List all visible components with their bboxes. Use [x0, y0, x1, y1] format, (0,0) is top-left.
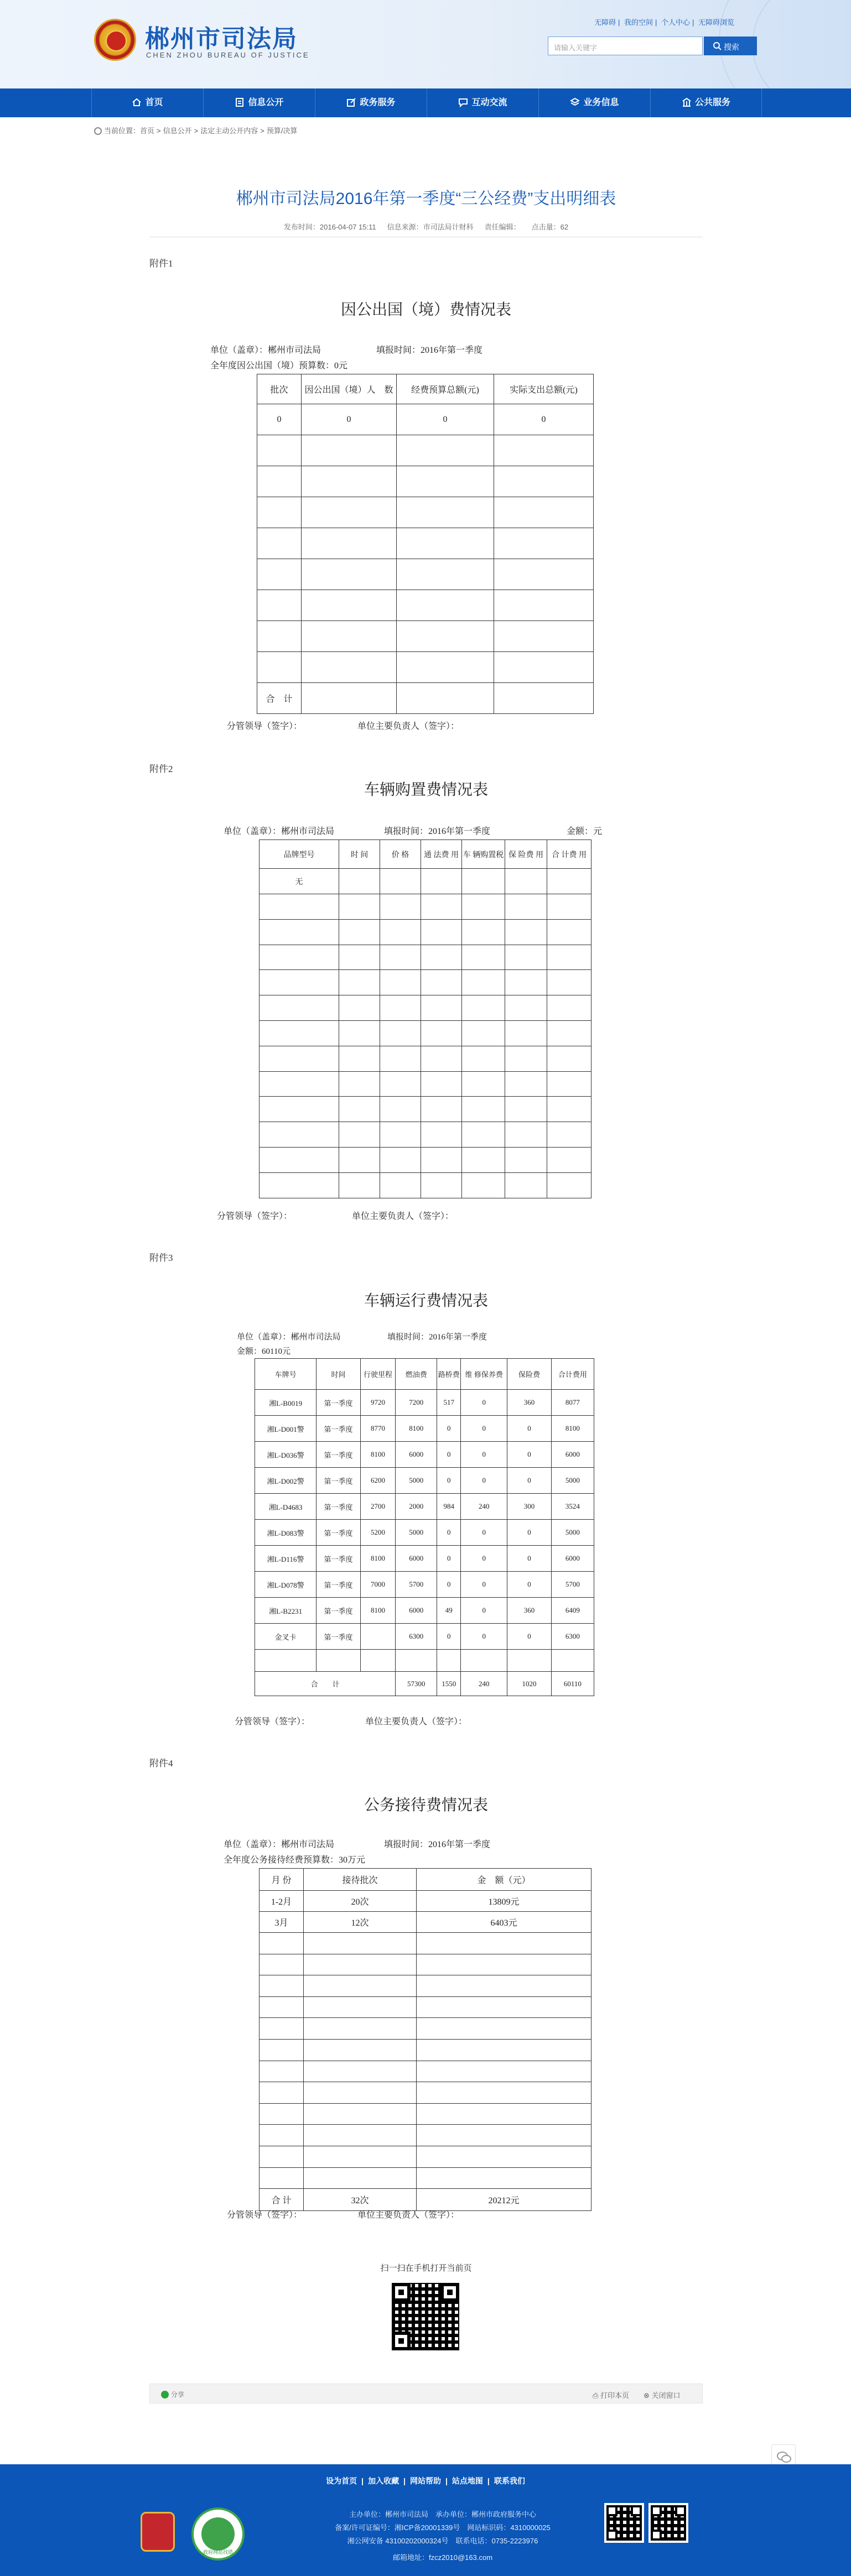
table-row	[260, 2125, 591, 2146]
total-cell: 60110	[551, 1672, 594, 1696]
header-cell: 保 险费 用	[505, 840, 547, 869]
header-cell: 车 辆购置税	[462, 840, 505, 869]
total-cell: 240	[461, 1672, 507, 1696]
header-cell: 批次	[257, 374, 302, 404]
footer-qr-code	[604, 2503, 644, 2543]
table-cell: 金叉卡	[255, 1624, 316, 1650]
att3-amount: 金额：60110元	[237, 1347, 290, 1356]
footer-link[interactable]: 联系我们	[494, 2476, 525, 2485]
att1-table	[257, 374, 594, 714]
table-cell: 0	[397, 404, 494, 435]
table-row	[257, 559, 594, 590]
header-cell: 实际支出总额(元)	[494, 374, 594, 404]
header-cell: 价 格	[380, 840, 421, 869]
att4-budget: 全年度公务接待经费预算数：30万元	[224, 1855, 366, 1865]
nav-label: 首页	[145, 98, 163, 107]
table-cell: 13809元	[417, 1891, 591, 1912]
table-cell: 8100	[551, 1416, 594, 1442]
article-title: 郴州市司法局2016年第一季度“三公经费”支出明细表	[236, 190, 616, 208]
table-cell: 6000	[396, 1546, 437, 1572]
table-row	[260, 919, 591, 945]
total-cell: 1020	[507, 1672, 551, 1696]
table-cell: 6409	[551, 1598, 594, 1624]
table-cell: 第一季度	[316, 1390, 360, 1416]
accessibility-link[interactable]: 无障碍	[594, 18, 616, 27]
table-cell: 5000	[551, 1520, 594, 1546]
table-cell: 0	[494, 404, 594, 435]
print-button[interactable]	[593, 2390, 629, 2400]
table-row	[255, 1494, 594, 1520]
table-cell: 3524	[551, 1494, 594, 1520]
table-cell: 湘L-B2231	[255, 1598, 316, 1624]
breadcrumb: 当前位置：首页 > 信息公开 > 法定主动公开内容 > 预算/决算	[94, 125, 297, 135]
table-cell: 第一季度	[316, 1598, 360, 1624]
gov-site-error-badge[interactable]	[191, 2507, 245, 2561]
table-row	[260, 1020, 591, 1046]
table-row	[260, 1046, 591, 1071]
footer-links: 设为首页 | 加入收藏 | 网站帮助 | 站点地图 | 联系我们	[326, 2476, 525, 2485]
site-title[interactable]: 郴州市司法局	[145, 25, 298, 53]
table-row	[260, 2167, 591, 2189]
table-cell: 12次	[304, 1912, 417, 1933]
table-row	[255, 1624, 594, 1650]
national-emblem-icon	[94, 19, 136, 61]
total-cell: 32次	[304, 2189, 417, 2211]
table-row	[255, 1416, 594, 1442]
header-cell: 合 计费 用	[547, 840, 591, 869]
table-row	[257, 435, 594, 466]
table-row	[260, 1122, 591, 1148]
table-cell: 0	[437, 1546, 461, 1572]
table-cell: 0	[461, 1598, 507, 1624]
table-cell: 6000	[551, 1442, 594, 1468]
table-cell: 湘L-D4683	[255, 1494, 316, 1520]
header-cell: 时间	[316, 1359, 360, 1390]
footer-email: 邮箱地址：fzcz2010@163.com	[392, 2553, 493, 2562]
table-cell: 湘L-D083警	[255, 1520, 316, 1546]
table-row	[260, 1912, 591, 1933]
table-cell: 0	[507, 1442, 551, 1468]
att1-budget: 全年度因公出国（境）预算数：0元	[210, 361, 348, 371]
table-row	[257, 652, 594, 683]
header-cell: 维 修保养费	[461, 1359, 507, 1390]
table-cell: 300	[507, 1494, 551, 1520]
table-cell: 2700	[360, 1494, 396, 1520]
nav-label: 信息公开	[248, 98, 284, 107]
header-cell: 路桥费	[437, 1359, 461, 1390]
table-cell: 2000	[396, 1494, 437, 1520]
footer-link[interactable]: 加入收藏	[368, 2476, 399, 2485]
header-cell: 通 法费 用	[421, 840, 462, 869]
chat-icon	[458, 97, 468, 107]
barrier-free-link[interactable]: 无障碍浏览	[698, 18, 735, 27]
att2-period: 填报时间：2016年第一季度	[384, 827, 491, 836]
table-row	[257, 621, 594, 652]
header-cell: 合计费用	[551, 1359, 594, 1390]
nav-info-public[interactable]	[203, 88, 315, 117]
table-cell: 984	[437, 1494, 461, 1520]
attachment-3-label: 附件3	[149, 1253, 173, 1263]
attachment-2-label: 附件2	[149, 764, 173, 774]
top-links: 无障碍 | 我的空间 | 个人中心 | 无障碍浏览	[594, 18, 735, 27]
table-cell: 517	[437, 1390, 461, 1416]
table-row	[255, 1598, 594, 1624]
breadcrumb-category[interactable]: 法定主动公开内容	[200, 127, 258, 135]
layers-icon	[570, 97, 580, 107]
table-cell: 0	[461, 1572, 507, 1598]
table-cell: 6000	[551, 1546, 594, 1572]
footer-link[interactable]: 网站帮助	[410, 2476, 441, 2485]
table-cell: 无	[260, 869, 339, 894]
table-cell: 第一季度	[316, 1494, 360, 1520]
att4-table	[259, 1868, 591, 2211]
header-cell: 保险费	[507, 1359, 551, 1390]
search-icon	[713, 41, 722, 50]
table-row	[260, 2018, 591, 2040]
total-label: 合 计	[257, 683, 302, 714]
table-cell: 5700	[396, 1572, 437, 1598]
table-cell: 5200	[360, 1520, 396, 1546]
table-cell: 第一季度	[316, 1442, 360, 1468]
table-row	[260, 1891, 591, 1912]
nav-business-info[interactable]	[538, 88, 650, 117]
table-row	[260, 970, 591, 995]
table-cell: 第一季度	[316, 1624, 360, 1650]
nav-interaction[interactable]	[427, 88, 538, 117]
table-row	[260, 2039, 591, 2061]
att4-sign-head: 单位主要负责人（签字）：	[357, 2210, 460, 2220]
info-source: 信息来源：市司法局计财科	[387, 223, 474, 231]
table-cell: 360	[507, 1598, 551, 1624]
table-cell: 8100	[396, 1416, 437, 1442]
table-cell: 湘L-D001警	[255, 1416, 316, 1442]
table-cell: 8100	[360, 1442, 396, 1468]
article-meta	[149, 221, 703, 232]
att3-sign-leader: 分管领导（签字）：	[235, 1717, 310, 1727]
table-cell: 0	[437, 1442, 461, 1468]
table-row	[257, 528, 594, 559]
table-cell: 9720	[360, 1390, 396, 1416]
close-icon: ⊗	[644, 2391, 652, 2400]
print-icon: ⎙	[593, 2391, 601, 2400]
table-cell: 0	[507, 1572, 551, 1598]
table-row	[260, 1996, 591, 2018]
header-cell: 时 间	[339, 840, 380, 869]
breadcrumb-prefix: 当前位置：	[104, 127, 141, 135]
header-cell: 燃油费	[396, 1359, 437, 1390]
table-cell: 0	[461, 1442, 507, 1468]
table-row	[260, 1071, 591, 1097]
table-row	[257, 590, 594, 621]
attachment-1-label: 附件1	[149, 258, 173, 269]
total-cell: 57300	[396, 1672, 437, 1696]
table-row	[260, 2146, 591, 2167]
attachment-4-label: 附件4	[149, 1758, 173, 1769]
att3-table	[255, 1358, 594, 1696]
table-cell: 第一季度	[316, 1468, 360, 1494]
edit-icon	[346, 97, 356, 107]
table-cell: 湘L-D002警	[255, 1468, 316, 1494]
table-cell: 湘L-D036警	[255, 1442, 316, 1468]
table-row	[255, 1546, 594, 1572]
nav-home[interactable]	[91, 88, 203, 117]
table-cell: 第一季度	[316, 1416, 360, 1442]
table-cell: 湘L-D078警	[255, 1572, 316, 1598]
table-cell: 0	[507, 1546, 551, 1572]
table-row	[255, 1520, 594, 1546]
att2-amount: 金额：元	[567, 827, 603, 836]
header-cell: 月 份	[260, 1869, 304, 1891]
breadcrumb-info-public[interactable]: 信息公开	[163, 127, 192, 135]
table-row	[255, 1442, 594, 1468]
table-cell: 0	[507, 1624, 551, 1650]
table-cell: 7200	[396, 1390, 437, 1416]
table-row	[260, 1975, 591, 1997]
table-cell: 0	[461, 1624, 507, 1650]
table-cell: 7000	[360, 1572, 396, 1598]
table-cell: 6200	[360, 1468, 396, 1494]
article-tools	[149, 2384, 703, 2403]
qr-caption: 扫一扫在手机打开当前页	[380, 2264, 472, 2273]
table-cell: 3月	[260, 1912, 304, 1933]
table-row	[255, 1390, 594, 1416]
table-cell: 0	[437, 1468, 461, 1494]
attachment-1-title: 因公出国（境）费情况表	[340, 301, 511, 319]
footer-sponsor: 主办单位：郴州市司法局 承办单位：郴州市政府服务中心	[349, 2510, 536, 2518]
header-cell: 金 额（元）	[417, 1869, 591, 1891]
header-cell: 经费预算总额(元)	[397, 374, 494, 404]
nav-label: 公共服务	[694, 98, 730, 107]
table-row	[260, 2061, 591, 2082]
table-cell: 湘L-B0019	[255, 1390, 316, 1416]
table-cell: 0	[437, 1416, 461, 1442]
att2-table	[259, 839, 591, 1198]
total-cell: 20212元	[417, 2189, 591, 2211]
table-row	[260, 995, 591, 1021]
table-cell: 0	[461, 1390, 507, 1416]
table-cell: 360	[507, 1390, 551, 1416]
total-row	[255, 1672, 594, 1696]
table-row	[255, 1468, 594, 1494]
share-button[interactable]	[161, 2390, 184, 2399]
nav-gov-service[interactable]	[315, 88, 427, 117]
table-cell: 6300	[396, 1624, 437, 1650]
footer-link[interactable]: 设为首页	[326, 2476, 357, 2485]
table-cell: 5000	[396, 1468, 437, 1494]
nav-label: 政务服务	[360, 98, 396, 107]
table-cell: 0	[437, 1520, 461, 1546]
table-cell: 6403元	[417, 1912, 591, 1933]
nav-public-service[interactable]	[650, 88, 762, 117]
table-row	[260, 1172, 591, 1198]
footer-icp: 备案/许可证编号：湘ICP备20001339号 网站标识码：4310000025	[335, 2523, 551, 2532]
site-subtitle: CHEN ZHOU BUREAU OF JUSTICE	[146, 51, 310, 59]
building-icon	[682, 97, 692, 107]
table-row	[255, 1572, 594, 1598]
table-cell: 8100	[360, 1598, 396, 1624]
location-icon	[94, 127, 102, 135]
footer-police-record: 湘公网安备 43100202000324号 联系电话：0735-2223976	[347, 2537, 538, 2545]
header-cell: 品牌型号	[260, 840, 339, 869]
editor: 责任编辑：	[484, 223, 521, 231]
table-cell: 0	[257, 404, 302, 435]
table-cell: 8077	[551, 1390, 594, 1416]
total-label: 合 计	[255, 1672, 396, 1696]
table-cell: 49	[437, 1598, 461, 1624]
wechat-icon	[161, 2391, 169, 2398]
qr-code	[387, 2278, 464, 2355]
main-nav	[0, 88, 851, 117]
footer-link[interactable]: 站点地图	[452, 2476, 483, 2485]
document-icon	[235, 97, 245, 107]
close-window-button[interactable]	[644, 2390, 681, 2400]
site-footer	[0, 2464, 851, 2576]
att3-period: 填报时间：2016年第一季度	[387, 1333, 487, 1342]
my-space-link[interactable]: 我的空间	[624, 18, 653, 27]
attachment-4-title: 公务接待费情况表	[364, 1797, 488, 1814]
decor-circle	[753, 0, 851, 88]
total-cell: 合 计	[260, 2189, 304, 2211]
table-row	[257, 466, 594, 497]
table-cell: 5000	[551, 1468, 594, 1494]
site-header	[0, 0, 851, 88]
table-cell: 6000	[396, 1598, 437, 1624]
nav-label: 业务信息	[583, 98, 619, 107]
table-cell: 第一季度	[316, 1546, 360, 1572]
table-row	[260, 1954, 591, 1975]
breadcrumb-home[interactable]: 首页	[140, 127, 155, 135]
header-cell: 行驶里程	[360, 1359, 396, 1390]
table-cell: 8100	[360, 1546, 396, 1572]
table-cell: 0	[437, 1624, 461, 1650]
print-label: 打印本页	[600, 2391, 630, 2400]
footer-qr-code	[648, 2503, 688, 2543]
table-cell: 湘L-D116警	[255, 1546, 316, 1572]
table-cell: 0	[302, 404, 397, 435]
table-cell: 20次	[304, 1891, 417, 1912]
att1-period: 填报时间：2016年第一季度	[376, 346, 483, 355]
att4-sign-leader: 分管领导（签字）：	[227, 2210, 303, 2220]
table-row	[260, 1933, 591, 1954]
table-cell: 5700	[551, 1572, 594, 1598]
table-row	[257, 497, 594, 528]
table-cell: 240	[461, 1494, 507, 1520]
user-center-link[interactable]: 个人中心	[661, 18, 691, 27]
att2-sign-head: 单位主要负责人（签字）：	[352, 1212, 454, 1221]
header-cell: 车牌号	[255, 1359, 316, 1390]
table-cell: 6000	[396, 1442, 437, 1468]
att3-unit: 单位（盖章）：郴州市司法局	[237, 1333, 341, 1342]
search-button[interactable]	[704, 36, 757, 55]
table-cell: 0	[507, 1468, 551, 1494]
party-gov-badge-icon[interactable]	[141, 2512, 175, 2552]
table-cell: 0	[507, 1416, 551, 1442]
att4-period: 填报时间：2016年第一季度	[384, 1840, 491, 1849]
table-cell: 8770	[360, 1416, 396, 1442]
att1-sign-leader: 分管领导（签字）：	[227, 722, 303, 731]
home-icon	[132, 97, 142, 107]
att1-sign-head: 单位主要负责人（签字）：	[357, 722, 460, 731]
att4-unit: 单位（盖章）：郴州市司法局	[224, 1840, 335, 1849]
total-cell: 1550	[437, 1672, 461, 1696]
table-cell: 0	[461, 1468, 507, 1494]
header-cell: 因公出国（境）人 数	[302, 374, 397, 404]
table-cell	[360, 1624, 396, 1650]
att1-unit: 单位（盖章）：郴州市司法局	[210, 346, 321, 355]
breadcrumb-current[interactable]: 预算/决算	[266, 127, 298, 135]
table-cell: 1-2月	[260, 1891, 304, 1912]
search-input[interactable]: 请输入关键字	[548, 36, 703, 55]
attachment-3-title: 车辆运行费情况表	[364, 1292, 488, 1310]
table-cell: 0	[461, 1416, 507, 1442]
table-row	[260, 945, 591, 970]
att2-sign-leader: 分管领导（签字）：	[217, 1212, 293, 1221]
close-label: 关闭窗口	[651, 2391, 681, 2400]
view-count: 点击量：62	[531, 223, 569, 231]
att3-sign-head: 单位主要负责人（签字）：	[365, 1717, 468, 1727]
share-label: 分享	[171, 2391, 185, 2398]
table-row	[260, 2103, 591, 2125]
table-cell: 0	[461, 1520, 507, 1546]
table-cell: 5000	[396, 1520, 437, 1546]
search-button-label: 搜索	[724, 43, 739, 51]
table-row	[260, 894, 591, 920]
table-cell: 第一季度	[316, 1520, 360, 1546]
table-cell: 第一季度	[316, 1572, 360, 1598]
attachment-2-title: 车辆购置费情况表	[364, 781, 488, 799]
table-cell: 0	[461, 1546, 507, 1572]
table-cell: 0	[437, 1572, 461, 1598]
att2-unit: 单位（盖章）：郴州市司法局	[224, 827, 335, 836]
table-cell: 0	[507, 1520, 551, 1546]
publish-time: 发布时间：2016-04-07 15:11	[283, 223, 376, 231]
table-cell: 6300	[551, 1624, 594, 1650]
table-row	[260, 1097, 591, 1122]
table-row	[260, 2082, 591, 2104]
header-cell: 接待批次	[304, 1869, 417, 1891]
badge-label: 政府网站找错	[203, 2549, 233, 2555]
table-row	[260, 1147, 591, 1172]
nav-label: 互动交流	[471, 98, 507, 107]
